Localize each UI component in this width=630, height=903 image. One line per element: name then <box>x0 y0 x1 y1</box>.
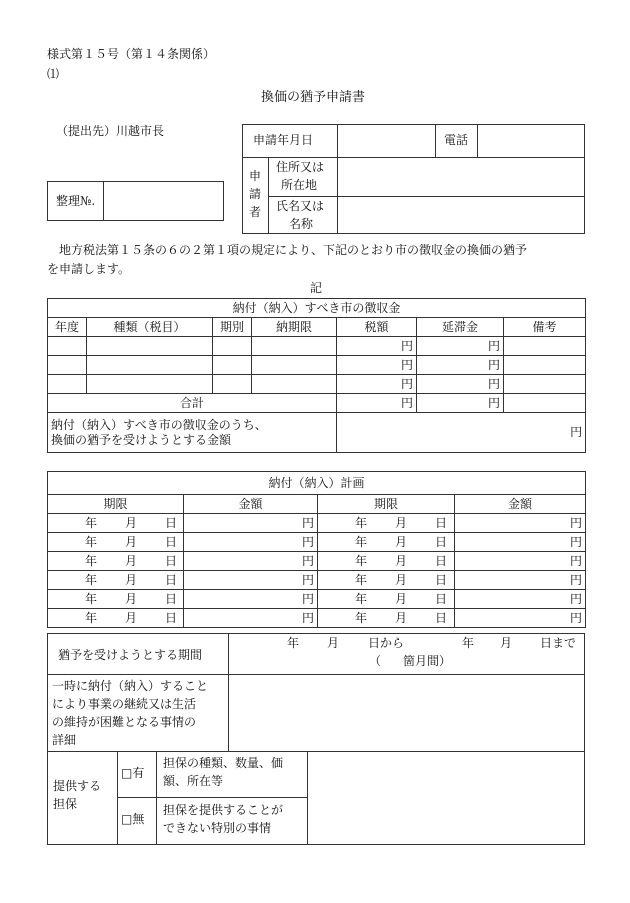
details-label-2: により事業の継続又は生活 <box>52 697 197 711</box>
details-input[interactable] <box>229 675 584 750</box>
plan-amount-cell[interactable]: 円 <box>184 533 318 552</box>
plan-header-deadline: 期限 <box>48 495 184 514</box>
month-mark: 月 <box>125 554 138 568</box>
month-mark: 月 <box>125 592 138 606</box>
application-date-input[interactable] <box>338 125 434 156</box>
phone-label: 電話 <box>444 133 469 147</box>
year-cell[interactable] <box>48 356 87 375</box>
from-month: 月 <box>327 636 340 650</box>
day-mark: 日 <box>435 554 448 568</box>
address-label-2: 所在地 <box>281 178 318 192</box>
form-sub-number: ⑴ <box>47 67 60 81</box>
year-mark: 年 <box>355 554 368 568</box>
header-late-fee: 延滞金 <box>417 318 504 337</box>
tax-type-cell[interactable] <box>87 337 213 356</box>
tax-row <box>48 356 586 375</box>
details-label-4: 詳細 <box>52 733 77 747</box>
plan-amount-cell[interactable]: 円 <box>184 571 318 590</box>
details-label-1: 一時に納付（納入）すること <box>52 679 209 693</box>
security-yes-checkbox[interactable]: □有 <box>121 766 145 780</box>
details-label-3: の維持が困難となる事情の <box>52 715 197 729</box>
to-month: 月 <box>500 636 513 650</box>
plan-table <box>47 471 586 628</box>
plan-deadline-cell-2[interactable] <box>318 590 455 609</box>
plan-amount-cell-2[interactable]: 円 <box>455 609 586 628</box>
plan-row <box>48 552 586 571</box>
plan-header-amount: 金額 <box>184 495 318 514</box>
plan-deadline-cell-2[interactable] <box>318 514 455 533</box>
plan-deadline-cell[interactable] <box>48 571 184 590</box>
plan-amount-cell[interactable]: 円 <box>184 552 318 571</box>
day-mark: 日 <box>435 592 448 606</box>
plan-amount-cell-2[interactable]: 円 <box>455 571 586 590</box>
tax-amount-cell[interactable]: 円 <box>337 337 417 356</box>
tax-amount-cell[interactable]: 円 <box>337 356 417 375</box>
period-cell[interactable] <box>213 375 252 394</box>
form-number: 様式第１５号（第１４条関係） <box>47 47 216 61</box>
intro-line-1: 地方税法第１５条の６の２第１項の規定により、下記のとおり市の徴収金の換価の猶予 <box>47 243 528 257</box>
plan-header-deadline-2: 期限 <box>318 495 455 514</box>
address-input[interactable] <box>338 158 584 195</box>
security-yes-desc-2: 額、所在等 <box>163 774 224 788</box>
months-open: （ <box>369 654 382 668</box>
due-date-cell[interactable] <box>252 356 337 375</box>
plan-deadline-cell[interactable] <box>48 514 184 533</box>
plan-amount-cell-2[interactable]: 円 <box>455 552 586 571</box>
plan-deadline-cell[interactable] <box>48 590 184 609</box>
total-label: 合計 <box>48 394 337 413</box>
address-label-1: 住所又は <box>276 160 325 174</box>
seiri-input[interactable] <box>104 182 223 220</box>
late-fee-cell[interactable]: 円 <box>417 375 504 394</box>
security-no-checkbox[interactable]: □無 <box>121 812 145 826</box>
applicant-label-2: 請 <box>249 187 262 201</box>
year-mark: 年 <box>355 535 368 549</box>
year-mark: 年 <box>85 573 98 587</box>
security-no-desc-1: 担保を提供することが <box>163 803 284 817</box>
tax-amount-cell[interactable]: 円 <box>337 375 417 394</box>
plan-amount-cell-2[interactable]: 円 <box>455 590 586 609</box>
total-row <box>48 394 586 413</box>
plan-deadline-cell-2[interactable] <box>318 533 455 552</box>
year-cell[interactable] <box>48 375 87 394</box>
plan-deadline-cell-2[interactable] <box>318 552 455 571</box>
year-mark: 年 <box>85 535 98 549</box>
target-amount-input[interactable]: 円 <box>337 413 586 453</box>
late-fee-cell[interactable]: 円 <box>417 337 504 356</box>
plan-deadline-cell[interactable] <box>48 609 184 628</box>
tax-row <box>48 375 586 394</box>
plan-table-title: 納付（納入）計画 <box>48 472 586 495</box>
months-close: 箇月間） <box>403 654 452 668</box>
month-mark: 月 <box>125 516 138 530</box>
application-date-label: 申請年月日 <box>253 133 314 147</box>
from-day: 日から <box>368 636 405 650</box>
total-late-fee[interactable]: 円 <box>417 394 504 413</box>
tax-table <box>47 298 586 453</box>
due-date-cell[interactable] <box>252 337 337 356</box>
due-date-cell[interactable] <box>252 375 337 394</box>
tax-type-cell[interactable] <box>87 356 213 375</box>
total-remarks[interactable] <box>504 394 586 413</box>
month-mark: 月 <box>125 611 138 625</box>
plan-amount-cell[interactable]: 円 <box>184 590 318 609</box>
plan-amount-cell-2[interactable]: 円 <box>455 533 586 552</box>
plan-deadline-cell-2[interactable] <box>318 571 455 590</box>
remarks-cell[interactable] <box>504 337 586 356</box>
remarks-cell[interactable] <box>504 375 586 394</box>
applicant-label-3: 者 <box>249 205 262 219</box>
day-mark: 日 <box>435 611 448 625</box>
security-label-1: 提供する <box>53 779 102 793</box>
total-tax-amount[interactable]: 円 <box>337 394 417 413</box>
year-mark: 年 <box>355 573 368 587</box>
day-mark: 日 <box>435 516 448 530</box>
target-amount-label: 納付（納入）すべき市の徴収金のうち、 換価の猶予を受けようとする金額 <box>48 413 337 453</box>
tax-table-title: 納付（納入）すべき市の徴収金 <box>48 299 586 318</box>
header-period: 期別 <box>213 318 252 337</box>
day-mark: 日 <box>165 611 178 625</box>
year-mark: 年 <box>85 554 98 568</box>
security-label-2: 担保 <box>53 797 78 811</box>
month-mark: 月 <box>395 611 408 625</box>
month-mark: 月 <box>395 573 408 587</box>
phone-input[interactable] <box>478 125 584 156</box>
header-tax-type: 種類（税目） <box>87 318 213 337</box>
year-mark: 年 <box>85 592 98 606</box>
name-input[interactable] <box>338 197 584 233</box>
plan-row <box>48 571 586 590</box>
day-mark: 日 <box>165 554 178 568</box>
seiri-label: 整理№. <box>56 194 96 208</box>
year-mark: 年 <box>355 516 368 530</box>
plan-amount-cell-2[interactable]: 円 <box>455 514 586 533</box>
plan-row <box>48 609 586 628</box>
remarks-cell[interactable] <box>504 356 586 375</box>
security-no-desc-2: できない特別の事情 <box>163 821 272 835</box>
plan-amount-cell[interactable]: 円 <box>184 514 318 533</box>
year-mark: 年 <box>355 592 368 606</box>
to-year: 年 <box>462 636 475 650</box>
day-mark: 日 <box>165 535 178 549</box>
name-label-2: 名称 <box>289 217 314 231</box>
day-mark: 日 <box>165 592 178 606</box>
period-label: 猶予を受けようとする期間 <box>58 648 203 662</box>
name-label-1: 氏名又は <box>276 199 325 213</box>
addressee: （提出先）川越市長 <box>56 124 165 138</box>
tax-row <box>48 337 586 356</box>
plan-amount-cell[interactable]: 円 <box>184 609 318 628</box>
header-tax-amount: 税額 <box>337 318 417 337</box>
plan-deadline-cell[interactable] <box>48 552 184 571</box>
ki-label: 記 <box>310 281 323 295</box>
month-mark: 月 <box>395 554 408 568</box>
header-remarks: 備考 <box>504 318 586 337</box>
intro-line-2: を申請します。 <box>47 262 131 276</box>
month-mark: 月 <box>395 535 408 549</box>
plan-row <box>48 514 586 533</box>
to-day: 日まで <box>540 636 577 650</box>
plan-deadline-cell[interactable] <box>48 533 184 552</box>
plan-deadline-cell-2[interactable] <box>318 609 455 628</box>
header-year: 年度 <box>48 318 87 337</box>
security-yes-desc-1: 担保の種類、数量、価 <box>163 756 284 770</box>
day-mark: 日 <box>165 573 178 587</box>
tax-type-cell[interactable] <box>87 375 213 394</box>
plan-header-amount-2: 金額 <box>455 495 586 514</box>
document-title: 換価の猶予申請書 <box>261 90 366 105</box>
month-mark: 月 <box>125 573 138 587</box>
applicant-label-1: 申 <box>249 169 262 183</box>
day-mark: 日 <box>165 516 178 530</box>
year-mark: 年 <box>355 611 368 625</box>
year-mark: 年 <box>85 611 98 625</box>
year-cell[interactable] <box>48 337 87 356</box>
plan-row <box>48 533 586 552</box>
from-year: 年 <box>287 636 300 650</box>
security-yes-input[interactable] <box>308 752 584 796</box>
header-due-date: 納期限 <box>252 318 337 337</box>
plan-row <box>48 590 586 609</box>
day-mark: 日 <box>435 573 448 587</box>
period-cell[interactable] <box>213 356 252 375</box>
month-mark: 月 <box>395 516 408 530</box>
month-mark: 月 <box>395 592 408 606</box>
period-cell[interactable] <box>213 337 252 356</box>
day-mark: 日 <box>435 535 448 549</box>
year-mark: 年 <box>85 516 98 530</box>
late-fee-cell[interactable]: 円 <box>417 356 504 375</box>
security-no-input[interactable] <box>308 798 584 844</box>
month-mark: 月 <box>125 535 138 549</box>
